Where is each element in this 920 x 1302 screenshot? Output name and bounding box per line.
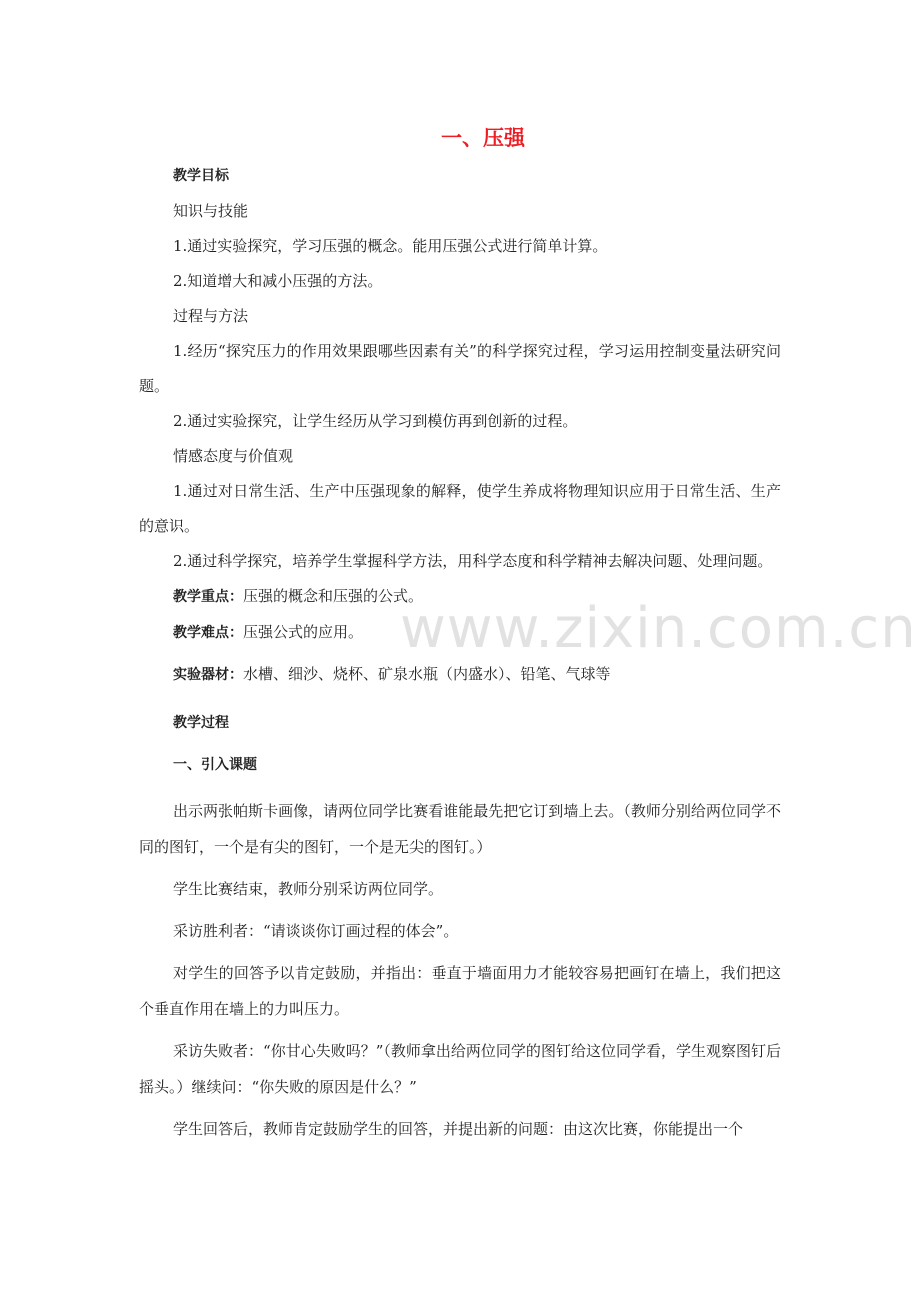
goal-item: 1.通过对日常生活、生产中压强现象的解释，使学生养成将物理知识应用于日常生活、生产的意识。 xyxy=(139,482,781,535)
goal-item: 1.经历“探究压力的作用效果跟哪些因素有关”的科学探究过程，学习运用控制变量法研究问题。 xyxy=(139,342,781,395)
key-point-text: 压强的概念和压强的公式。 xyxy=(243,587,424,605)
section-heading-goals: 教学目标 xyxy=(173,168,229,184)
key-point-label: 教学重点： xyxy=(173,589,243,605)
goal-item: 2.知道增大和减小压强的方法。 xyxy=(173,272,383,290)
watermark: www.zixin.com.cn xyxy=(400,596,917,661)
body-paragraph: 采访失败者：“你甘心失败吗？”（教师拿出给两位同学的图钉给这位同学看，学生观察图钉后摇头。）继续问：“你失败的原因是什么？” xyxy=(139,1042,781,1096)
subheading-knowledge: 知识与技能 xyxy=(173,202,249,220)
materials-label: 实验器材： xyxy=(173,667,243,683)
subheading-emotion: 情感态度与价值观 xyxy=(173,447,294,465)
materials-text: 水槽、细沙、烧杯、矿泉水瓶（内盛水）、铅笔、气球等 xyxy=(243,665,611,683)
body-paragraph: 学生比赛结束，教师分别采访两位同学。 xyxy=(173,880,444,898)
document-body xyxy=(139,158,781,1147)
subheading-process: 过程与方法 xyxy=(173,307,249,325)
body-paragraph: 出示两张帕斯卡画像，请两位同学比赛看谁能最先把它订到墙上去。（教师分别给两位同学不同的图钉，一个是有尖的图钉，一个是无尖的图钉。） xyxy=(139,802,781,856)
difficulty-label: 教学难点： xyxy=(173,625,243,641)
section-heading-process: 教学过程 xyxy=(173,715,229,731)
goal-item: 1.通过实验探究，学习压强的概念。能用压强公式进行简单计算。 xyxy=(173,237,608,255)
body-paragraph: 采访胜利者：“请谈谈你订画过程的体会”。 xyxy=(173,922,459,940)
section1-heading: 一、引入课题 xyxy=(173,757,257,773)
key-point xyxy=(139,579,781,615)
body-paragraph: 对学生的回答予以肯定鼓励，并指出：垂直于墙面用力才能较容易把画钉在墙上，我们把这个垂直作用在墙上的力叫压力。 xyxy=(139,964,781,1018)
materials xyxy=(139,657,781,693)
goal-item: 2.通过实验探究，让学生经历从学习到模仿再到创新的过程。 xyxy=(173,412,578,430)
difficulty xyxy=(139,615,781,651)
body-paragraph: 学生回答后，教师肯定鼓励学生的回答，并提出新的问题：由这次比赛，你能提出一个 xyxy=(173,1120,744,1138)
goal-item: 2.通过科学探究，培养学生掌握科学方法，用科学态度和科学精神去解决问题、处理问题。 xyxy=(173,552,773,570)
page-title: 一、压强 xyxy=(441,126,525,150)
difficulty-text: 压强公式的应用。 xyxy=(243,623,364,641)
